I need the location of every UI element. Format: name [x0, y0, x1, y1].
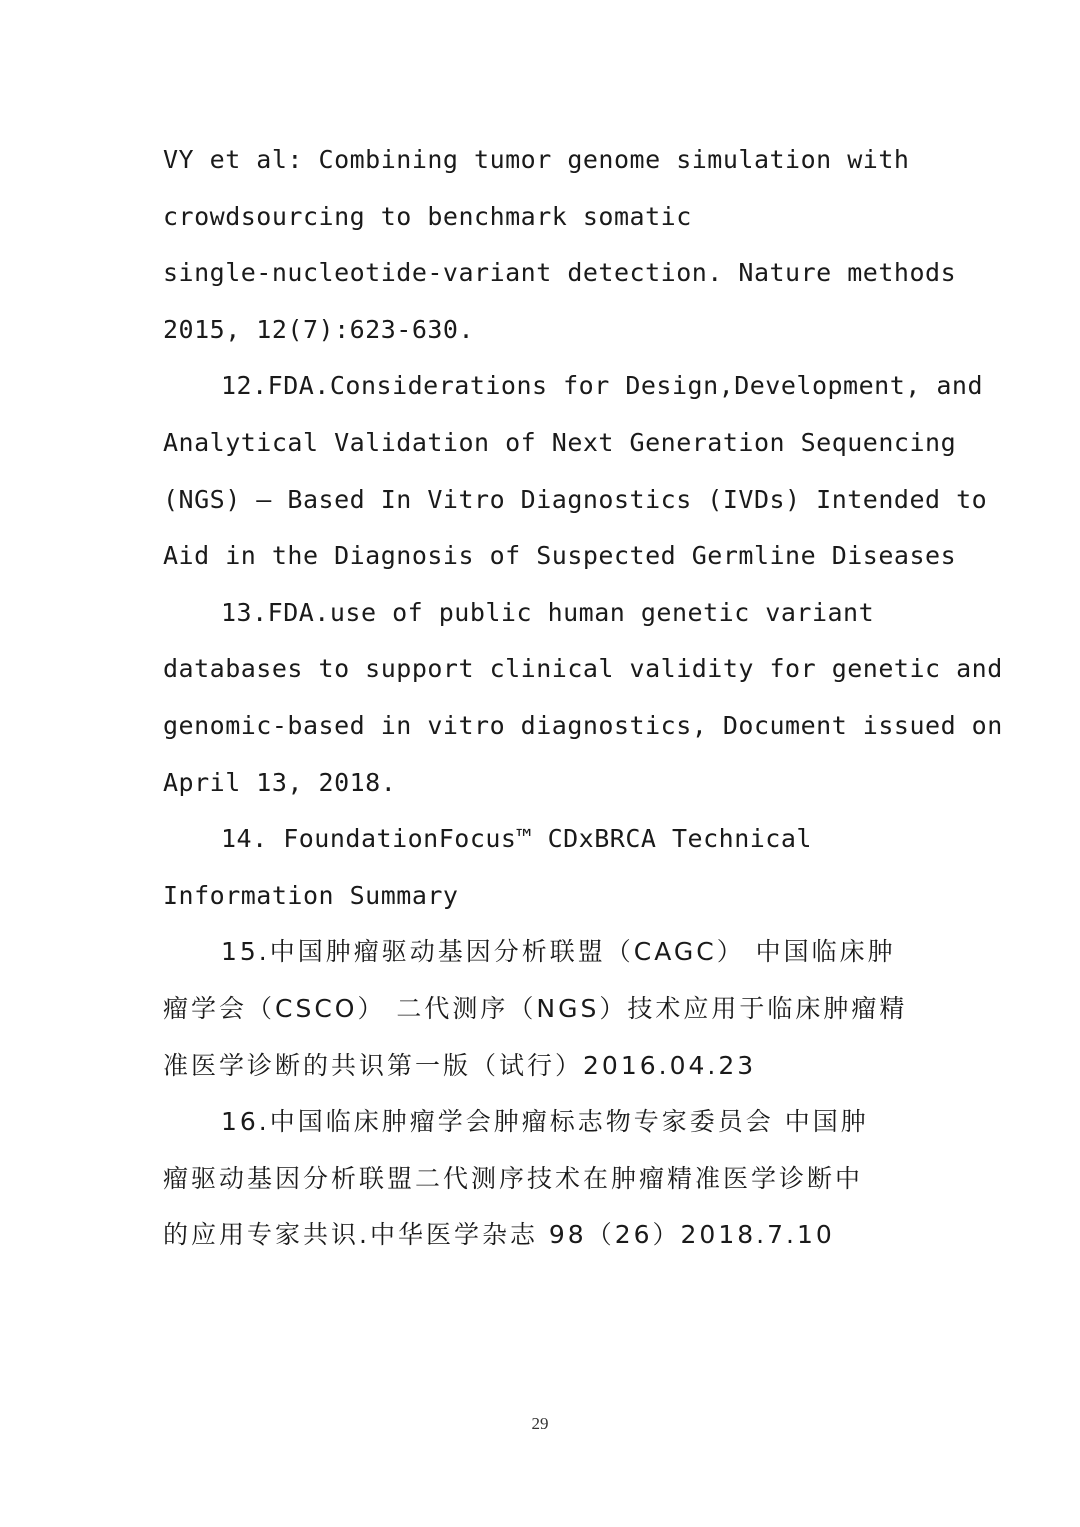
text-line: genomic-based in vitro diagnostics, Document issued on	[163, 710, 1003, 740]
text-line: databases to support clinical validity for genetic and	[163, 654, 1003, 684]
text-line: 13.FDA.use of public human genetic variant	[221, 597, 875, 627]
text-line: crowdsourcing to benchmark somatic	[163, 201, 692, 231]
reference-14	[163, 811, 923, 924]
reference-13	[163, 585, 1003, 811]
text-line: 2015, 12(7):623-630.	[163, 314, 475, 344]
text-line: 的应用专家共识.中华医学杂志 98（26）2018.7.10	[163, 1220, 835, 1250]
text-line: VY et al: Combining tumor genome simulation with	[163, 145, 910, 174]
reference-12	[163, 358, 988, 584]
reference-16	[163, 1094, 923, 1264]
text-line: single-nucleotide-variant detection. Nature methods	[163, 258, 957, 288]
text-line: Analytical Validation of Next Generation Sequencing	[163, 427, 957, 457]
reference-11-continued	[163, 132, 957, 358]
reference-15	[163, 924, 923, 1094]
references-list	[163, 132, 1003, 1264]
text-line: 16.中国临床肿瘤学会肿瘤标志物专家委员会 中国肿	[221, 1107, 869, 1137]
text-line: Information Summary	[163, 880, 459, 910]
text-line: 准医学诊断的共识第一版（试行）2016.04.23	[163, 1050, 757, 1080]
text-line: (NGS) – Based In Vitro Diagnostics (IVDs) Intended to	[163, 484, 988, 514]
text-line: 12.FDA.Considerations for Design,Development, and	[221, 371, 984, 401]
text-line: April 13, 2018.	[163, 767, 397, 797]
text-line: 瘤学会（CSCO） 二代测序（NGS）技术应用于临床肿瘤精	[163, 993, 908, 1023]
text-line: 瘤驱动基因分析联盟二代测序技术在肿瘤精准医学诊断中	[163, 1163, 864, 1193]
text-line: 14. FoundationFocus™ CDxBRCA Technical	[221, 824, 812, 854]
text-line: Aid in the Diagnosis of Suspected Germline Diseases	[163, 541, 957, 571]
page-number: 29	[531, 1414, 549, 1433]
text-line: 15.中国肿瘤驱动基因分析联盟（CAGC） 中国临床肿	[221, 937, 896, 967]
